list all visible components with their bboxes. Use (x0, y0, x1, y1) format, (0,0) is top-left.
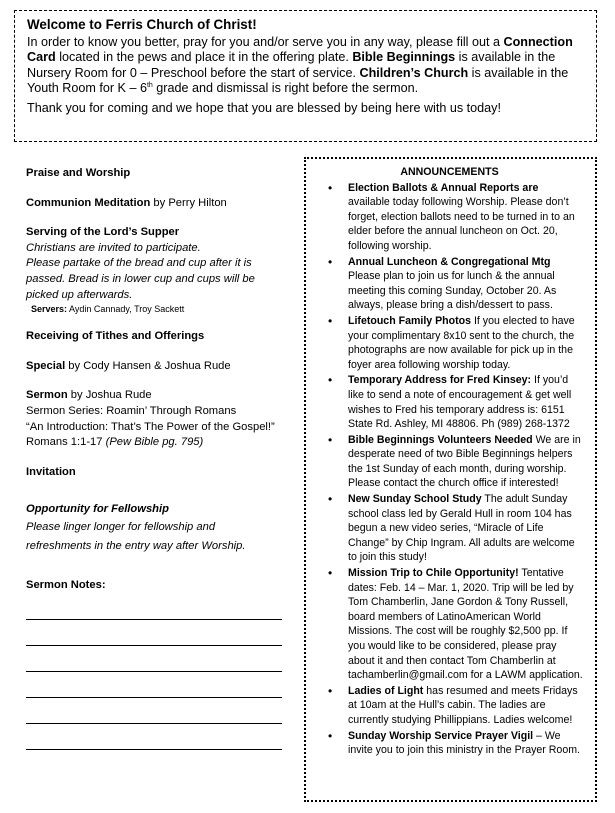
sermon-scripture (26, 435, 280, 451)
superscript: th (146, 82, 153, 90)
invitation: Invitation (26, 465, 76, 478)
announcement-head: Annual Luncheon & Congregational Mtg (348, 255, 551, 268)
announcement-text: We are in desperate need of two Bible Beginnings helpers the 1st Sunday of each month, during worship. Please contact the church office if interested! (348, 433, 581, 490)
announcement-text: – We invite you to join this ministry in the Prayer Room. (348, 729, 580, 757)
welcome-text: grade and dismissal is right before the sermon. (152, 81, 419, 96)
announcement-head: Mission Trip to Chile Opportunity! (348, 567, 519, 580)
announcement-head: Bible Beginnings Volunteers Needed (348, 433, 533, 446)
fellowship-title: Opportunity for Fellowship (26, 503, 169, 516)
announcement-item (348, 729, 583, 758)
communion-by: by Perry Hilton (150, 196, 227, 209)
announcement-text: If you’d like to send a note of encouragement & get well wishes to Fred his temporary address is: 6151 State Rd. Ashley, MI 48806. Ph (989) 268-1372 (348, 374, 572, 431)
announcement-head: Temporary Address for Fred Kinsey: (348, 374, 532, 387)
welcome-text: is available in the Youth Room for K – 6 (27, 65, 569, 96)
special-by: by Cody Hansen & Joshua Rude (65, 359, 231, 372)
pew-bible-page: (Pew Bible pg. 795) (105, 436, 204, 449)
welcome-paragraph (27, 35, 586, 97)
welcome-text: In order to know you better, pray for you and/or serve you in any way, please fill out a (27, 34, 504, 49)
announcement-item (348, 255, 583, 313)
servers-label: Servers: (31, 304, 68, 315)
communion-meditation (26, 196, 280, 212)
communion-label: Communion Meditation (26, 196, 151, 209)
welcome-text: is available in the Nursery Room for 0 – Preschool before the start of service. (27, 50, 556, 80)
praise-worship: Praise and Worship (26, 167, 131, 179)
announcement-text: Tentative dates: Feb. 14 – Mar. 1, 2020. Trip will be led by Tom Chamberlin, Jane Gordon & Tony Russell, board members of LatinoAmerican World Missions. The cost will be roughly $2,500 pp. If you would like to be considered, please pray about it and then contact Tom Chamberlin at tachamberlin@gmail.com for a LAWM application. (348, 567, 583, 682)
sermon (26, 388, 280, 450)
announcements-list (316, 181, 583, 758)
notes-line (26, 672, 282, 698)
fellowship (26, 502, 280, 556)
supper-instructions: Please partake of the bread and cup after it is passed. Bread is in lower cup and cups will be picked up afterwards. (26, 257, 255, 301)
announcement-item (348, 314, 583, 372)
welcome-title: Welcome to Ferris Church of Christ! (27, 17, 257, 32)
announcement-item (348, 492, 583, 565)
announcement-head: Sunday Worship Service Prayer Vigil (348, 729, 534, 742)
supper-line: Christians are invited to participate. (26, 241, 201, 254)
tithes-offerings: Receiving of Tithes and Offerings (26, 330, 205, 343)
welcome-text: located in the pews and place it in the offering plate. (55, 50, 353, 65)
announcement-item (348, 684, 583, 728)
fellowship-text: Please linger longer for fellowship and refreshments in the entry way after Worship. (26, 520, 246, 552)
scripture-ref: Romans 1:1-17 (26, 436, 106, 449)
welcome-thanks: Thank you for coming and we hope that you are blessed by being here with us today! (27, 100, 501, 115)
announcement-item (348, 566, 583, 683)
sermon-title: “An Introduction: That’s The Power of the Gospel!” (26, 420, 275, 433)
notes-line (26, 594, 282, 620)
special (26, 359, 280, 375)
connection-card-label: Connection Card (27, 34, 573, 65)
announcement-item (348, 433, 583, 491)
servers-names: Aydin Cannady, Troy Sackett (67, 304, 185, 315)
announcement-item (348, 373, 583, 431)
announcement-text: available today following Worship. Please don’t forget, election ballots need to be turned in to an elder before the annual luncheon on Oct. 20, following worship. (348, 196, 575, 252)
notes-line (26, 698, 282, 724)
notes-line (26, 724, 282, 750)
sermon-by: by Joshua Rude (67, 389, 152, 402)
announcement-item (348, 181, 583, 254)
notes-line (26, 620, 282, 646)
announcement-head: Election Ballots & Annual Reports are (348, 181, 539, 194)
childrens-church-label: Children’s Church (359, 65, 469, 80)
special-label: Special (26, 359, 66, 372)
supper-title: Serving of the Lord’s Supper (26, 226, 180, 239)
welcome-box (14, 10, 597, 142)
announcement-head: Lifetouch Family Photos (348, 314, 472, 327)
announcement-text: Please plan to join us for lunch & the annual meeting this coming Sunday, October 20. As always, please bring a dish/dessert to pass. (348, 270, 557, 312)
announcement-text: has resumed and meets Fridays at 10am at the Hull’s cabin. The ladies are currently studying Phillippians. Ladies welcome! (348, 684, 578, 726)
announcement-text: The adult Sunday school class led by Gerald Hull in room 104 has begun a new video series, “Miracle of Life Change” by Chip Ingram. All adults are welcome to join this study! (348, 493, 575, 564)
announcement-text: If you elected to have your complimentary 8x10 sent to the church, the photographs are now available for pick up in the foyer area following worship today. (348, 314, 575, 371)
sermon-notes-lines (26, 594, 280, 750)
lords-supper (26, 225, 280, 315)
announcement-head: New Sunday School Study (348, 493, 482, 506)
sermon-series: Sermon Series: Roamin’ Through Romans (26, 404, 237, 417)
servers (26, 303, 280, 315)
sermon-notes-title: Sermon Notes: (26, 578, 106, 591)
announcements-box (304, 157, 597, 802)
sermon-label: Sermon (26, 389, 68, 402)
announcement-head: Ladies of Light (348, 684, 424, 697)
order-of-worship (26, 166, 280, 750)
bible-beginnings-label: Bible Beginnings (352, 50, 456, 65)
notes-line (26, 646, 282, 672)
announcements-title: ANNOUNCEMENTS (400, 166, 499, 178)
